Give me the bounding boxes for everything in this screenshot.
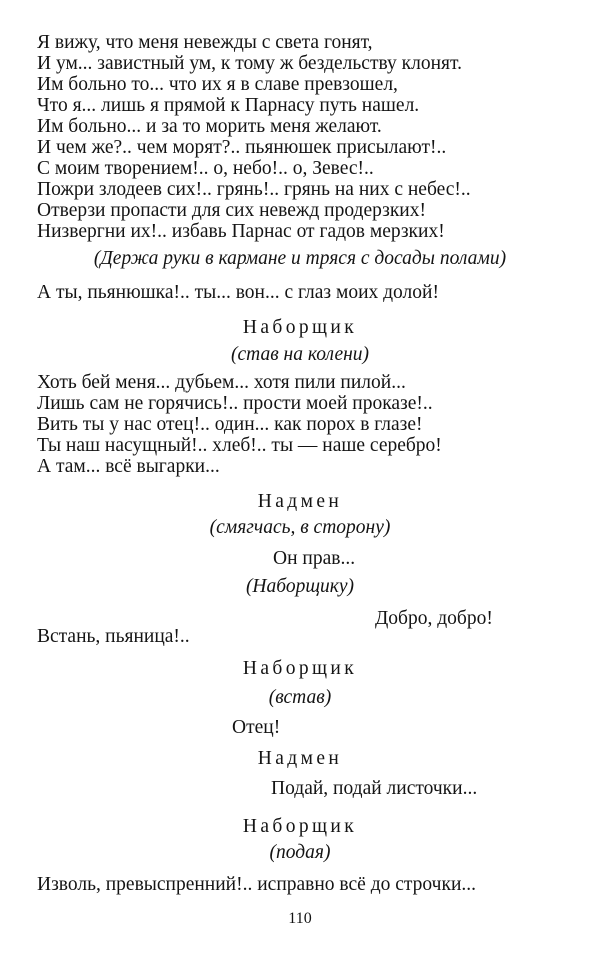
- speaker-name: Надмен: [257, 491, 343, 512]
- stage-direction: (встав): [268, 687, 332, 708]
- verse-line: Им больно... и за то морить меня желают.: [37, 116, 382, 137]
- verse-line: Добро, добро!: [375, 608, 493, 629]
- verse-line: Что я... лишь я прямой к Парнасу путь нашел.: [37, 95, 420, 116]
- speaker-name: Наборщик: [242, 658, 358, 679]
- verse-line: Ты наш насущный!.. хлеб!.. ты — наше серебро!: [37, 435, 442, 456]
- verse-line: И чем же?.. чем морят?.. пьянюшек присылают!..: [37, 137, 447, 158]
- stage-direction: (Держа руки в кармане и тряся с досады полами): [93, 248, 507, 269]
- verse-line: А ты, пьянюшка!.. ты... вон... с глаз моих долой!: [37, 282, 439, 303]
- verse-line: Вить ты у нас отец!.. один... как порох в глазе!: [37, 414, 423, 435]
- verse-line: Отверзи пропасти для сих невежд продерзких!: [37, 200, 426, 221]
- verse-line: Подай, подай листочки...: [271, 778, 478, 799]
- verse-line: Хоть бей меня... дубьем... хотя пили пилой...: [37, 372, 406, 393]
- verse-line: Изволь, превыспренний!.. исправно всё до строчки...: [37, 874, 477, 895]
- stage-direction: (Наборщику): [245, 576, 355, 597]
- verse-line: Им больно то... что их я в славе превзошел,: [37, 74, 398, 95]
- verse-line: Низвергни их!.. избавь Парнас от гадов мерзких!: [37, 221, 445, 242]
- verse-line: Пожри злодеев сих!.. грянь!.. грянь на них с небес!..: [37, 179, 471, 200]
- verse-line: Он прав...: [273, 548, 356, 569]
- page-number: 110: [288, 910, 312, 927]
- speaker-name: Надмен: [257, 748, 343, 769]
- verse-line: И ум... завистный ум, к тому ж бездельству клонят.: [37, 53, 462, 74]
- verse-line: А там... всё выгарки...: [37, 456, 220, 477]
- stage-direction: (смягчась, в сторону): [209, 517, 391, 538]
- verse-line: Лишь сам не горячись!.. прости моей проказе!..: [37, 393, 433, 414]
- verse-line: Отец!: [232, 717, 281, 738]
- speaker-name: Наборщик: [242, 816, 358, 837]
- verse-line: Встань, пьяница!..: [37, 626, 190, 647]
- verse-line: Я вижу, что меня невежды с света гонят,: [37, 32, 373, 53]
- stage-direction: (став на колени): [230, 344, 370, 365]
- verse-line: С моим творением!.. о, небо!.. о, Зевес!..: [37, 158, 374, 179]
- stage-direction: (подая): [269, 842, 331, 863]
- speaker-name: Наборщик: [242, 317, 358, 338]
